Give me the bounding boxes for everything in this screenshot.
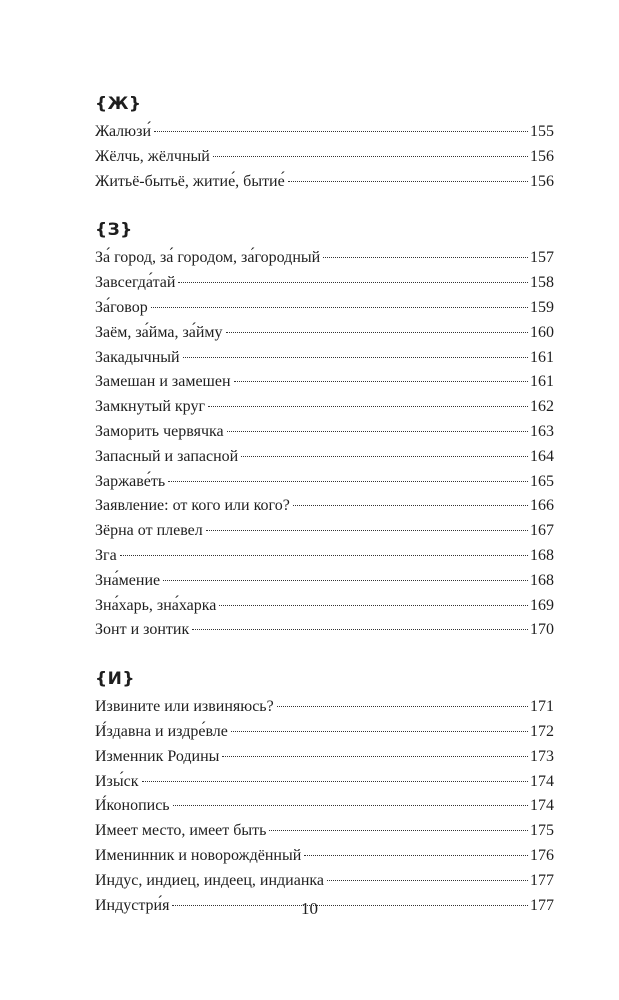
section-heading: {Ж}: [95, 94, 142, 114]
toc-entry: [95, 720, 554, 745]
dot-leader: [231, 731, 528, 732]
toc-entry: [95, 271, 554, 296]
entry-title: Именинник и новорождённый: [95, 846, 302, 864]
entry-page-number: 177: [530, 871, 554, 889]
entry-title: Имеет место, имеет быть: [95, 822, 267, 840]
entry-page-number: 164: [530, 447, 554, 465]
page-number: 10: [301, 899, 318, 918]
dot-leader: [213, 156, 528, 157]
entry-page-number: 157: [530, 249, 554, 267]
entry-page-number: 162: [530, 398, 554, 416]
dot-leader: [293, 505, 528, 506]
entry-title: Зёрна от плевел: [95, 522, 203, 540]
section-heading: {З}: [95, 220, 133, 241]
dot-leader: [241, 456, 528, 457]
entry-page-number: 168: [530, 571, 554, 589]
entry-title: Жёлчь, жёлчный: [95, 147, 210, 165]
toc-entry: [95, 145, 554, 170]
toc-entry: [95, 544, 554, 569]
toc-entry: [95, 370, 554, 395]
dot-leader: [327, 880, 528, 881]
table-of-contents: [95, 92, 554, 918]
section-ze: [95, 218, 554, 643]
dot-leader: [226, 332, 528, 333]
toc-entry: [95, 844, 554, 869]
entry-page-number: 169: [530, 596, 554, 614]
dot-leader: [323, 257, 528, 258]
dot-leader: [227, 431, 528, 432]
toc-entry: [95, 745, 554, 770]
entry-page-number: 163: [530, 422, 554, 440]
entry-title: Житьё-бытьё, житие́, бытие́: [95, 172, 285, 190]
dot-leader: [168, 481, 528, 482]
dot-leader: [208, 406, 528, 407]
toc-entry: [95, 470, 554, 495]
section-zhe: [95, 92, 554, 194]
entry-title: Замешан и замешен: [95, 373, 231, 391]
entry-title: За́ город, за́ городом, за́городный: [95, 249, 321, 267]
toc-entry: [95, 618, 554, 643]
dot-leader: [219, 605, 528, 606]
entry-page-number: 170: [530, 621, 554, 639]
dot-leader: [304, 855, 528, 856]
entry-page-number: 171: [530, 698, 554, 716]
toc-entry: [95, 296, 554, 321]
entry-title: И́здавна и издре́вле: [95, 722, 228, 740]
dot-leader: [192, 629, 528, 630]
entry-title: Зна́мение: [95, 571, 161, 589]
entry-page-number: 167: [530, 522, 554, 540]
dot-leader: [206, 530, 528, 531]
section-heading: {И}: [95, 669, 135, 690]
entry-page-number: 173: [530, 747, 554, 765]
dot-leader: [288, 181, 528, 182]
entry-page-number: 172: [530, 722, 554, 740]
entry-page-number: 161: [530, 348, 554, 366]
toc-entry: [95, 594, 554, 619]
entry-title: Замкнутый круг: [95, 398, 206, 416]
toc-entry: [95, 494, 554, 519]
dot-leader: [163, 580, 528, 581]
entry-title: Жалюзи́: [95, 123, 151, 140]
entry-page-number: 165: [530, 472, 554, 490]
entry-list: [95, 120, 554, 194]
entry-title: И́конопись: [95, 797, 170, 815]
dot-leader: [222, 756, 528, 757]
entry-page-number: 156: [530, 172, 554, 190]
toc-entry: [95, 420, 554, 445]
dot-leader: [269, 830, 528, 831]
entry-title: Извините или извиняюсь?: [95, 698, 274, 716]
entry-title: Изы́ск: [95, 772, 139, 790]
entry-list: [95, 246, 554, 643]
entry-page-number: 168: [530, 546, 554, 564]
dot-leader: [178, 282, 528, 283]
toc-entry: [95, 445, 554, 470]
entry-page-number: 158: [530, 274, 554, 292]
toc-entry: [95, 246, 554, 271]
entry-title: Заявление: от кого или кого?: [95, 497, 290, 515]
dot-leader: [277, 706, 528, 707]
toc-entry: [95, 569, 554, 594]
entry-title: Завсегда́тай: [95, 274, 176, 292]
entry-title: Зонт и зонтик: [95, 621, 190, 639]
toc-entry: [95, 695, 554, 720]
entry-title: Зна́харь, зна́харка: [95, 596, 217, 614]
dot-leader: [154, 131, 528, 132]
entry-page-number: 166: [530, 497, 554, 515]
toc-entry: [95, 346, 554, 371]
dot-leader: [142, 781, 529, 782]
toc-entry: [95, 395, 554, 420]
entry-title: Индустри́я: [95, 896, 170, 914]
entry-page-number: 159: [530, 298, 554, 316]
dot-leader: [151, 307, 528, 308]
entry-page-number: 175: [530, 822, 554, 840]
dot-leader: [183, 357, 528, 358]
entry-title: Индус, индиец, индеец, индианка: [95, 871, 325, 889]
entry-list: [95, 695, 554, 918]
entry-page-number: 177: [530, 896, 554, 914]
entry-title: Запасный и запасной: [95, 447, 239, 465]
toc-entry: [95, 794, 554, 819]
toc-entry: [95, 869, 554, 894]
entry-page-number: 161: [530, 373, 554, 391]
entry-page-number: 174: [530, 772, 554, 790]
toc-entry: [95, 120, 554, 145]
toc-entry: [95, 170, 554, 195]
entry-title: За́говор: [95, 298, 148, 316]
entry-title: Закадычный: [95, 348, 180, 366]
entry-title: Заржаве́ть: [95, 472, 166, 490]
entry-page-number: 174: [530, 797, 554, 815]
entry-title: Изменник Родины: [95, 747, 220, 765]
dot-leader: [173, 805, 528, 806]
entry-page-number: 156: [530, 147, 554, 165]
section-i: [95, 667, 554, 918]
entry-page-number: 155: [530, 123, 554, 140]
entry-page-number: 160: [530, 323, 554, 341]
toc-entry: [95, 819, 554, 844]
toc-entry: [95, 321, 554, 346]
entry-title: Заём, за́йма, за́йму: [95, 323, 223, 341]
toc-entry: [95, 770, 554, 795]
entry-title: Зга: [95, 546, 117, 564]
entry-page-number: 176: [530, 846, 554, 864]
toc-entry: [95, 519, 554, 544]
entry-title: Заморить червячка: [95, 422, 224, 440]
dot-leader: [234, 381, 528, 382]
dot-leader: [120, 555, 528, 556]
